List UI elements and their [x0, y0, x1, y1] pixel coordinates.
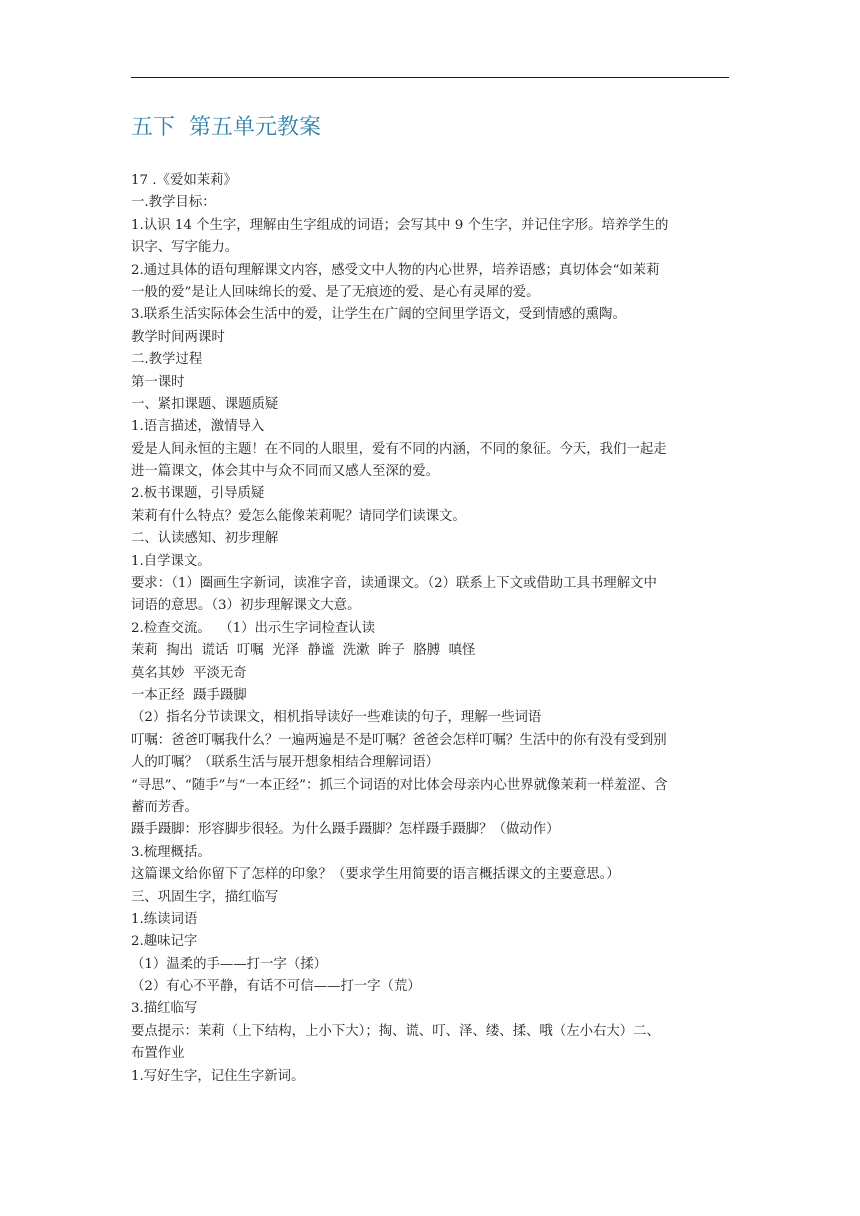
text-line: 一般的爱”是让人回味绵长的爱、是了无痕迹的爱、是心有灵犀的爱。 [131, 284, 540, 300]
text-line: （1）温柔的手——打一字（揉） [131, 956, 327, 972]
text-line: 进一篇课文，体会其中与众不同而又感人至深的爱。 [131, 464, 439, 480]
text-line: 教学时间两课时 [131, 329, 225, 345]
text-line: 1.写好生字，记住生字新词。 [131, 1068, 305, 1084]
text-line: 1.认识 14 个生字，理解由生字组成的词语；会写其中 9 个生字，并记住字形。培养学生的 [131, 217, 669, 233]
text-line: 3.梳理概括。 [131, 844, 211, 860]
text-line: “寻思”、“随手”与“一本正经”：抓三个词语的对比体会母亲内心世界就像茉莉一样羞涩、含 [131, 777, 668, 793]
text-line: 3.描红临写 [131, 1001, 198, 1017]
text-line: 3.联系生活实际体会生活中的爱，让学生在广阔的空间里学语文，受到情感的熏陶。 [131, 307, 626, 323]
text-line: 蹑手蹑脚：形容脚步很轻。为什么蹑手蹑脚？怎样蹑手蹑脚？（做动作） [131, 822, 560, 838]
text-line: 茉莉有什么特点？爱怎么能像茉莉呢？请同学们读课文。 [131, 508, 466, 524]
text-line: （2）有心不平静，有话不可信——打一字（荒） [131, 979, 421, 995]
text-line: 词语的意思。（3）初步理解课文大意。 [131, 598, 361, 614]
header-rule [131, 77, 729, 78]
text-line: 1.语言描述，激情导入 [131, 419, 265, 435]
text-line: 17 .《爱如茉莉》 [131, 173, 237, 188]
text-line: 第一课时 [131, 374, 185, 390]
text-line: 茉莉 掏出 谎话 叮嘱 光泽 静谧 洗漱 眸子 胳膊 嗔怪 [131, 643, 476, 659]
text-line: 三、巩固生字，描红临写 [131, 889, 279, 905]
text-line: 莫名其妙 平淡无奇 [131, 665, 247, 681]
text-line: 2.板书课题，引导质疑 [131, 486, 265, 502]
text-line: 识字、写字能力。 [131, 240, 239, 256]
text-line: 要求：（1）圈画生字新词，读准字音，读通课文。（2）联系上下文或借助工具书理解文中 [131, 576, 657, 592]
text-line: 这篇课文给你留下了怎样的印象？（要求学生用简要的语言概括课文的主要意思。） [131, 867, 620, 883]
text-line: 布置作业 [131, 1046, 185, 1062]
document-title: 五下 第五单元教案 [131, 115, 321, 140]
text-line: 要点提示：茉莉（上下结构，上小下大）；掏、谎、叮、泽、缕、揉、哦（左小右大）二、 [131, 1023, 660, 1039]
text-line: （2）指名分节读课文，相机指导读好一些难读的句子，理解一些词语 [131, 710, 542, 726]
text-line: 1.练读词语 [131, 911, 198, 927]
document-body [131, 170, 731, 1088]
text-line: 爱是人间永恒的主题！在不同的人眼里，爱有不同的内涵，不同的象征。今天，我们一起走 [131, 441, 667, 457]
text-line: 一.教学目标： [131, 195, 216, 211]
text-line: 2.检查交流。 （1）出示生字词检查认读 [131, 620, 376, 636]
text-line: 1.自学课文。 [131, 553, 211, 569]
text-line: 2.趣味记字 [131, 934, 198, 950]
text-line: 人的叮嘱？（联系生活与展开想象相结合理解词语） [131, 755, 439, 771]
text-line: 叮嘱：爸爸叮嘱我什么？一遍两遍是不是叮嘱？爸爸会怎样叮嘱？生活中的你有没有受到别 [131, 732, 667, 748]
text-line: 二、认读感知、初步理解 [131, 531, 279, 547]
text-line: 一、紧扣课题、课题质疑 [131, 396, 279, 412]
text-line: 2.通过具体的语句理解课文内容，感受文中人物的内心世界，培养语感；真切体会“如茉莉 [131, 262, 660, 278]
text-line: 二.教学过程 [131, 352, 203, 368]
text-line: 一本正经 蹑手蹑脚 [131, 687, 247, 703]
text-line: 蓄而芳香。 [131, 799, 198, 815]
